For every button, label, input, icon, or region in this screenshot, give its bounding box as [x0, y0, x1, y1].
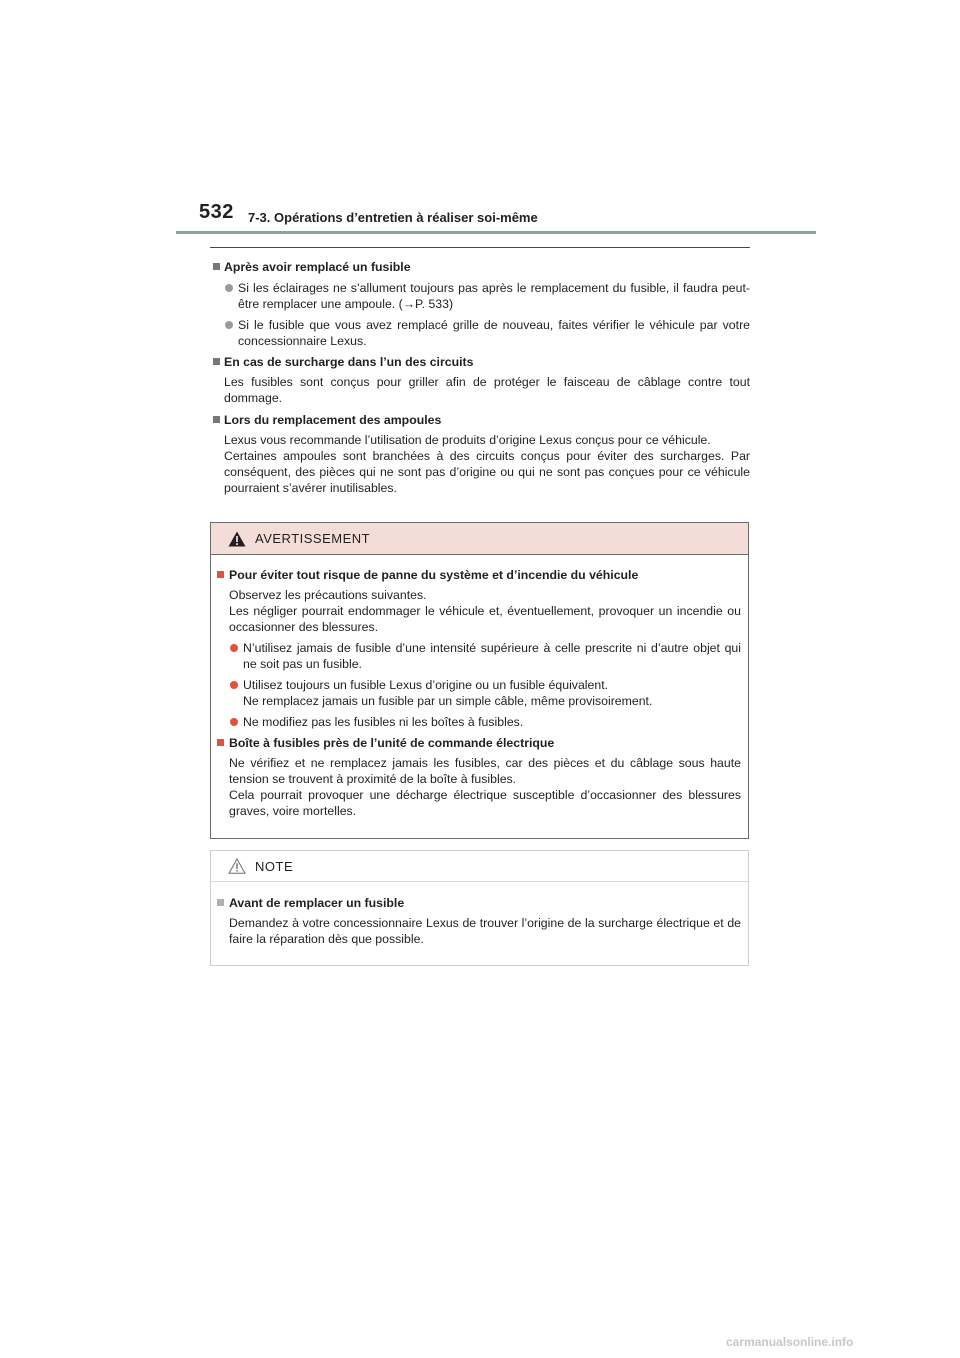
note-label: NOTE [255, 859, 294, 874]
section-title: Après avoir remplacé un fusible [210, 259, 750, 275]
page-number: 532 [199, 201, 234, 223]
paragraph: Observez les précautions suivantes. [229, 588, 427, 602]
header-rule [176, 231, 816, 234]
round-bullet-icon [230, 644, 238, 652]
bullet-item [210, 280, 750, 312]
section-after-fuse-replacement [210, 259, 750, 349]
bullet-item: N’utilisez jamais de fusible d’une intensité supérieure à celle prescrite ni d’autre objet qui ne soit pas un fusible. [211, 640, 747, 672]
note-box [210, 850, 749, 966]
section-bulb-replacement [210, 412, 750, 496]
note-header [211, 851, 748, 882]
round-bullet-icon [225, 284, 233, 292]
content-divider [210, 247, 750, 248]
section-title: Lors du remplacement des ampoules [210, 412, 750, 428]
warning-body [211, 567, 747, 819]
section-title: Avant de remplacer un fusible [211, 895, 747, 911]
square-bullet-icon [217, 571, 224, 578]
paragraph: Demandez à votre concessionnaire Lexus de trouver l’origine de la surcharge électrique et de faire la réparation dès que possible. [229, 916, 741, 946]
round-bullet-icon [230, 681, 238, 689]
square-bullet-icon [217, 899, 224, 906]
square-bullet-icon [213, 358, 220, 365]
round-bullet-icon [225, 321, 233, 329]
paragraph: Ne vérifiez et ne remplacez jamais les fusibles, car des pièces et du câblage sous haute tension se trouvent à proximité de la boîte à fusibles. [229, 756, 741, 786]
bullet-item: Ne modifiez pas les fusibles ni les boîtes à fusibles. [211, 714, 747, 730]
square-bullet-icon [213, 416, 220, 423]
section-title: Boîte à fusibles près de l’unité de commande électrique [211, 735, 747, 751]
chapter-title: 7-3. Opérations d’entretien à réaliser soi-même [248, 210, 538, 225]
bullet-item: Utilisez toujours un fusible Lexus d’origine ou un fusible équivalent. Ne remplacez jamais un fusible par un simple câble, même provisoirement. [211, 677, 747, 709]
bullet-item: Si le fusible que vous avez remplacé grille de nouveau, faites vérifier le véhicule par votre concessionnaire Lexus. [210, 317, 750, 349]
warning-label: AVERTISSEMENT [255, 531, 371, 546]
caution-triangle-icon [228, 858, 246, 874]
square-bullet-icon [213, 263, 220, 270]
paragraph: Cela pourrait provoquer une décharge électrique susceptible d’occasionner des blessures graves, voire mortelles. [229, 788, 741, 818]
paragraph: Les fusibles sont conçus pour griller afin de protéger le faisceau de câblage contre tout dommage. [224, 375, 750, 405]
page-reference-text: Si les éclairages ne s’allument toujours pas après le remplacement du fusible, il faudra peut-être remplacer une ampoule. (→P. 533) [238, 281, 750, 311]
warning-triangle-icon [228, 531, 246, 547]
paragraph: Certaines ampoules sont branchées à des circuits conçus pour éviter des surcharges. Par conséquent, des pièces qui ne sont pas d’origine ou qui ne sont pas conçues pour ce véhicule pourraient s’avérer inutilisables. [224, 449, 750, 495]
paragraph: Lexus vous recommande l’utilisation de produits d’origine Lexus conçus pour ce véhicule. [224, 433, 711, 447]
section-title: En cas de surcharge dans l’un des circuits [210, 354, 750, 370]
square-bullet-icon [217, 739, 224, 746]
section-title: Pour éviter tout risque de panne du système et d’incendie du véhicule [211, 567, 747, 583]
paragraph: Les négliger pourrait endommager le véhicule et, éventuellement, provoquer un incendie ou occasionner des blessures. [229, 604, 741, 634]
warning-header [211, 523, 748, 555]
round-bullet-icon [230, 718, 238, 726]
page-header [0, 0, 960, 240]
note-body [211, 895, 747, 947]
watermark-text: carmanualsonline.info [726, 1335, 854, 1349]
warning-box [210, 522, 749, 839]
section-circuit-overload [210, 354, 750, 406]
